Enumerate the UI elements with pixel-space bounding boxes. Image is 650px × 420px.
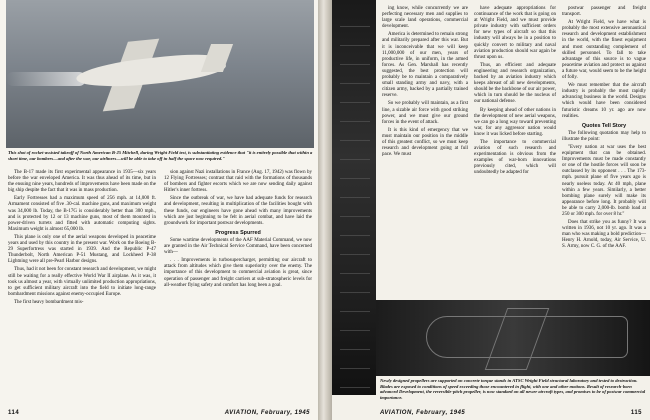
paragraph: By keeping ahead of other nations in the development of new aerial weapons, we can go a long way toward preventing war, for any aggressor nation would know it was licked before starting. <box>474 107 556 137</box>
paragraph: Some wartime developments of the AAF Material Command, we now are granted in the Air Technical Service Command, have been concerned with— <box>164 237 312 256</box>
paragraph: The B-17 made its first experimental appearance in 1935—six years before the war enveloped America. It was thus ahead of its time, but in the ensuing nine years, hundreds of improvements have been made on the big ship despite the fact that it was in mass production. <box>8 170 156 194</box>
paragraph: The first heavy bombardment mis- <box>14 299 84 305</box>
section-heading: Quotes Tell Story <box>581 122 627 129</box>
plane-tail <box>201 44 233 72</box>
page-number: 114 <box>8 410 20 416</box>
text-column-2 <box>164 170 312 291</box>
text-column-1 <box>8 170 156 308</box>
page-footer <box>380 410 642 416</box>
paragraph: The following quotation may help to illustrate the point: <box>562 130 646 142</box>
right-page <box>332 0 650 420</box>
paragraph: The importance to commercial aviation of such research and experimentation is obvious from the examples of war-born innovations previously cited, which will undoubtedly be adapted for <box>474 139 556 176</box>
paragraph: ing know, while concurrently we are perfecting necessary men and supplies to large scale land operations, commercial development. <box>382 6 468 30</box>
text-column-2 <box>474 6 556 179</box>
paragraph: This plane is only one of the aerial weapons developed in peacetime years and used by this country in the present war. Work on the Boeing B-29 Superfortress was started in 1939. And the Republic P-47 Thunderbolt, North American P-51 Mustang, and Lockheed P-38 Lightning were all pre-Pearl Harbor designs. <box>8 234 156 265</box>
page-gutter <box>318 0 332 420</box>
exhaust-trail <box>6 72 86 86</box>
paragraph: It is this kind of emergency that we must maintain our position in the middle of this greatest conflict, so we must keep research and development going at full pace. We must <box>382 127 468 158</box>
paragraph: Early Fortresses had a maximum speed of 256 mph. at 14,000 ft. Armament consisted of five .30-cal. machine guns, and maximum weight was 34,000 lb. Today, the B-17G is considerably better than 300 mph., and is protected by 12 or 13 machine guns, most of them mounted in power-driven turrets and fitted with automatic computing sights. Maximum weight is almost 65,000 lb. <box>8 196 156 232</box>
text-column-1 <box>382 6 468 160</box>
left-page <box>0 0 318 420</box>
paragraph: So we probably will maintain, as a first line, a sizable air force with good striking power, and we must give our ground forces in the event of attack. <box>382 101 468 125</box>
paragraph: Thus, an efficient and adequate engineering and research organization, backed by an aviation industry which keeps abreast of all new developments, should be the backbone of our air power, which in turn should be the nucleus of our national defense. <box>474 62 556 105</box>
propeller-photo-strip <box>332 0 376 395</box>
page-number: 115 <box>630 410 642 416</box>
photo-caption: This shot of rocket-assisted takeoff of North American B-25 Mitchell, during Wright Field test, is substantiating evidence that "it is entirely possible that within a short time, our bombers—and after the war, our airliners—will be able to take off in half the space now required." <box>8 150 313 161</box>
text-column-3 <box>562 6 646 253</box>
section-heading: Progress Spurred <box>215 229 261 236</box>
paragraph: postwar passenger and freight transport. <box>562 6 646 18</box>
photo-caption: Newly designed propellers are supported on concrete torque stands in ATSC Wright Field structural laboratory and tested to destruction. Blades are exposed to conditions of speed exceeding those encountered in flight, with one and other motions. Result of research-born advanced Development, the reversible-pitch propeller, is now standard on all newer aircraft types, and promises to be of postwar commercial importance. <box>380 378 646 400</box>
magazine-issue: AVIATION, February, 1945 <box>224 410 310 416</box>
stand-structure <box>340 8 370 388</box>
paragraph: America is determined to remain strong and militarily prepared after this war. But it is inconceivable that we will keep 11,000,000 of our men, years of productive life, in uniform, in the armed forces. As Gen. Marshall has recently suggested, the best protection will probably be to maintain a comparatively small standing army and navy, with a citizen army, backed by a partially trained reserve. <box>382 32 468 99</box>
page-footer <box>8 410 310 416</box>
paragraph: Does that strike you as funny? It was written in 1936, not 10 yr. ago. It was a man who was making a bold prediction—Henry H. Arnold, today, Air Service, U. S. Army, now C. G. of the AAF. <box>562 220 646 250</box>
magazine-issue: AVIATION, February, 1945 <box>380 410 466 416</box>
rocket-takeoff-photo <box>6 0 314 148</box>
paragraph: sion against Nazi installations in France (Aug. 17, 1942) was flown by 12 Flying Fortresses; contrast that raid with the formations of thousands of bombers and fighter escorts which we are now sending daily against Hitler's inner fortress. <box>164 170 312 194</box>
paragraph: Thus, had it not been for constant research and development, we might still be waiting for a really effective World War II airplane. As it was, it took us almost a year, with virtually unlimited production appropriations, to get sufficient military aircraft into the field to initiate long-range bombardment missions against enemy-occupied Europe. <box>8 267 156 297</box>
paragraph: Since the outbreak of war, we have had adequate funds for research and development, resulting in multiplication of the facilities bought with these funds, our engineers have gone ahead with many improvements which are just beginning to be felt in aerial combat, and have laid the groundwork for important postwar developments. <box>164 196 312 226</box>
paragraph: We must remember that the aircraft industry is probably the most rapidly advancing business in the world. Designs which would have been considered futuristic dreams 10 yr. ago are now realities. <box>562 83 646 119</box>
paragraph: . . . Improvements in turbosupercharger, permitting our aircraft to attack from altitudes which give them superiority over the enemy. The importance of this development to commercial aviation is great, since operation of passenger and freight carriers at sub-stratospheric levels for all-weather flying safety and comfort has long been a goal. <box>164 258 312 288</box>
paragraph: have adequate appropriations for continuance of the work that is going on at Wright Field, and we must provide private industry with sufficient orders for new types of aircraft so that this industry will always be in a position to quickly convert to military and naval aviation production should war again be thrust upon us. <box>474 6 556 60</box>
paragraph: "Every nation at war uses the best equipment that can be obtained. Improvements must be made constantly or one of the hostile forces will soon be outclassed by its opponent . . . The 173-mph. pursuit plane of five years ago is nearly useless today. At 40 mph, plane within a few years. Similarly, a better bombing plane surely will make its appearance before long. It probably will be able to carry 2,000-lb. bomb load at 250 or 300 mph. for over 8 hr." <box>562 144 646 217</box>
propeller-test-photo <box>376 300 650 376</box>
paragraph: At Wright Field, we have what is probably the most extensive aeronautical research and development establishment in the world, with the finest equipment and most outstanding complement of skilled personnel. To fall to take advantage of this source is to vague peacetime aviation and protect us against a future war, would seem to be the height of folly. <box>562 20 646 81</box>
